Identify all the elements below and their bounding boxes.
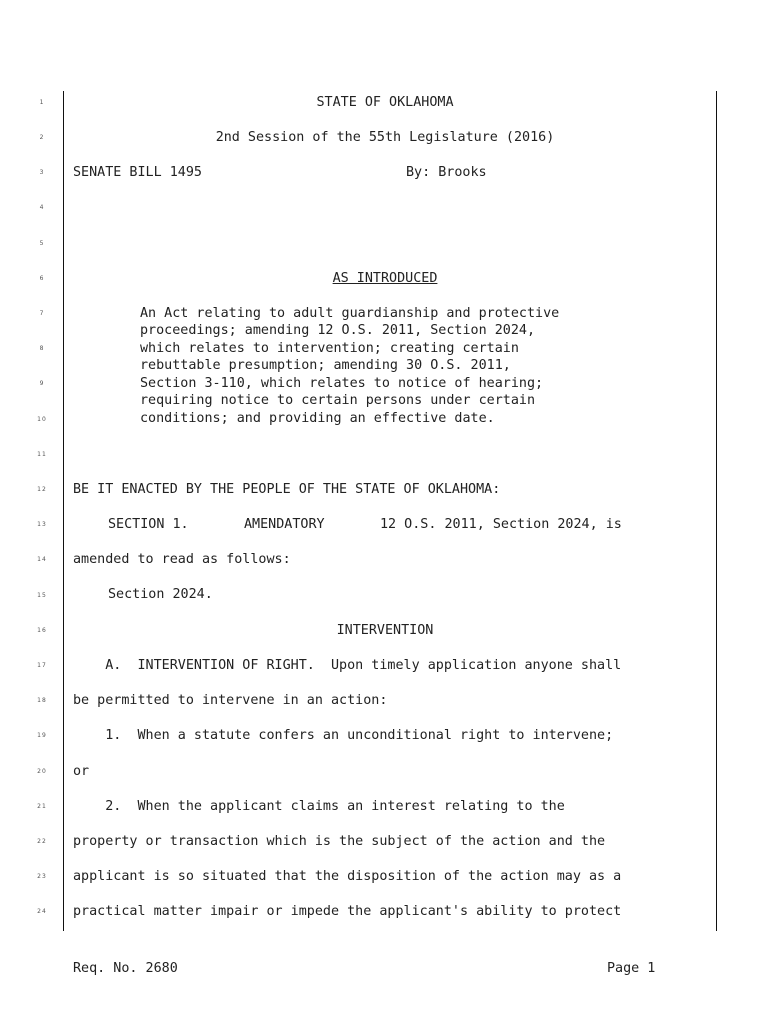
title-line: proceedings; amending 12 O.S. 2011, Section 2024,	[140, 323, 536, 338]
page-number: Page 1	[607, 961, 656, 976]
line-number: 7	[39, 310, 45, 317]
body-line: 1. When a statute confers an unconditional right to intervene;	[73, 728, 614, 743]
line-number: 6	[39, 275, 45, 282]
body-line: A. INTERVENTION OF RIGHT. Upon timely application anyone shall	[73, 658, 622, 673]
session-heading: 2nd Session of the 55th Legislature (2016)	[215, 130, 555, 145]
enacting-clause: BE IT ENACTED BY THE PEOPLE OF THE STATE OF OKLAHOMA:	[73, 482, 501, 497]
section-subheading: INTERVENTION	[336, 623, 434, 638]
section-heading: Section 2024.	[108, 587, 213, 602]
line-number: 23	[37, 873, 47, 880]
line-number: 14	[37, 556, 47, 563]
right-margin-rule	[716, 91, 717, 931]
body-line: practical matter impair or impede the applicant's ability to protect	[73, 904, 622, 919]
request-number: Req. No. 2680	[73, 961, 178, 976]
line-number: 1	[39, 99, 45, 106]
title-line: requiring notice to certain persons under certain	[140, 393, 536, 408]
section-type: AMENDATORY	[244, 517, 325, 532]
status-label: AS INTRODUCED	[332, 271, 438, 286]
status-heading	[73, 271, 697, 287]
title-line: An Act relating to adult guardianship and protective	[140, 306, 560, 321]
line-number: 19	[37, 732, 47, 739]
line-number: 12	[37, 486, 47, 493]
state-heading: STATE OF OKLAHOMA	[316, 95, 454, 110]
bill-number: SENATE BILL 1495	[73, 165, 202, 180]
body-line: 2. When the applicant claims an interest relating to the	[73, 799, 565, 814]
title-line: rebuttable presumption; amending 30 O.S. 2011,	[140, 358, 511, 373]
line-number: 16	[37, 627, 47, 634]
line-number: 17	[37, 662, 47, 669]
line-number: 10	[37, 416, 47, 423]
section-label: SECTION 1.	[108, 517, 189, 532]
title-line: Section 3-110, which relates to notice of hearing;	[140, 376, 544, 391]
line-number: 3	[39, 169, 45, 176]
bill-author: By: Brooks	[406, 165, 487, 180]
line-number: 24	[37, 908, 47, 915]
section-citation: 12 O.S. 2011, Section 2024, is	[380, 517, 622, 532]
line-number: 8	[39, 345, 45, 352]
line-number: 2	[39, 134, 45, 141]
line-number: 18	[37, 697, 47, 704]
body-line: applicant is so situated that the disposition of the action may as a	[73, 869, 622, 884]
line-number: 20	[37, 768, 47, 775]
line-number: 5	[39, 240, 45, 247]
body-line: property or transaction which is the subject of the action and the	[73, 834, 606, 849]
section-continuation: amended to read as follows:	[73, 552, 291, 567]
line-number: 21	[37, 803, 47, 810]
line-number: 11	[37, 451, 47, 458]
line-number: 22	[37, 838, 47, 845]
line-number: 4	[39, 204, 45, 211]
line-number: 9	[39, 380, 45, 387]
body-line: be permitted to intervene in an action:	[73, 693, 388, 708]
title-line: which relates to intervention; creating certain	[140, 341, 519, 356]
left-margin-rule	[63, 91, 64, 931]
line-number: 13	[37, 521, 47, 528]
line-number: 15	[37, 592, 47, 599]
title-line: conditions; and providing an effective date.	[140, 411, 495, 426]
body-line: or	[73, 764, 90, 779]
